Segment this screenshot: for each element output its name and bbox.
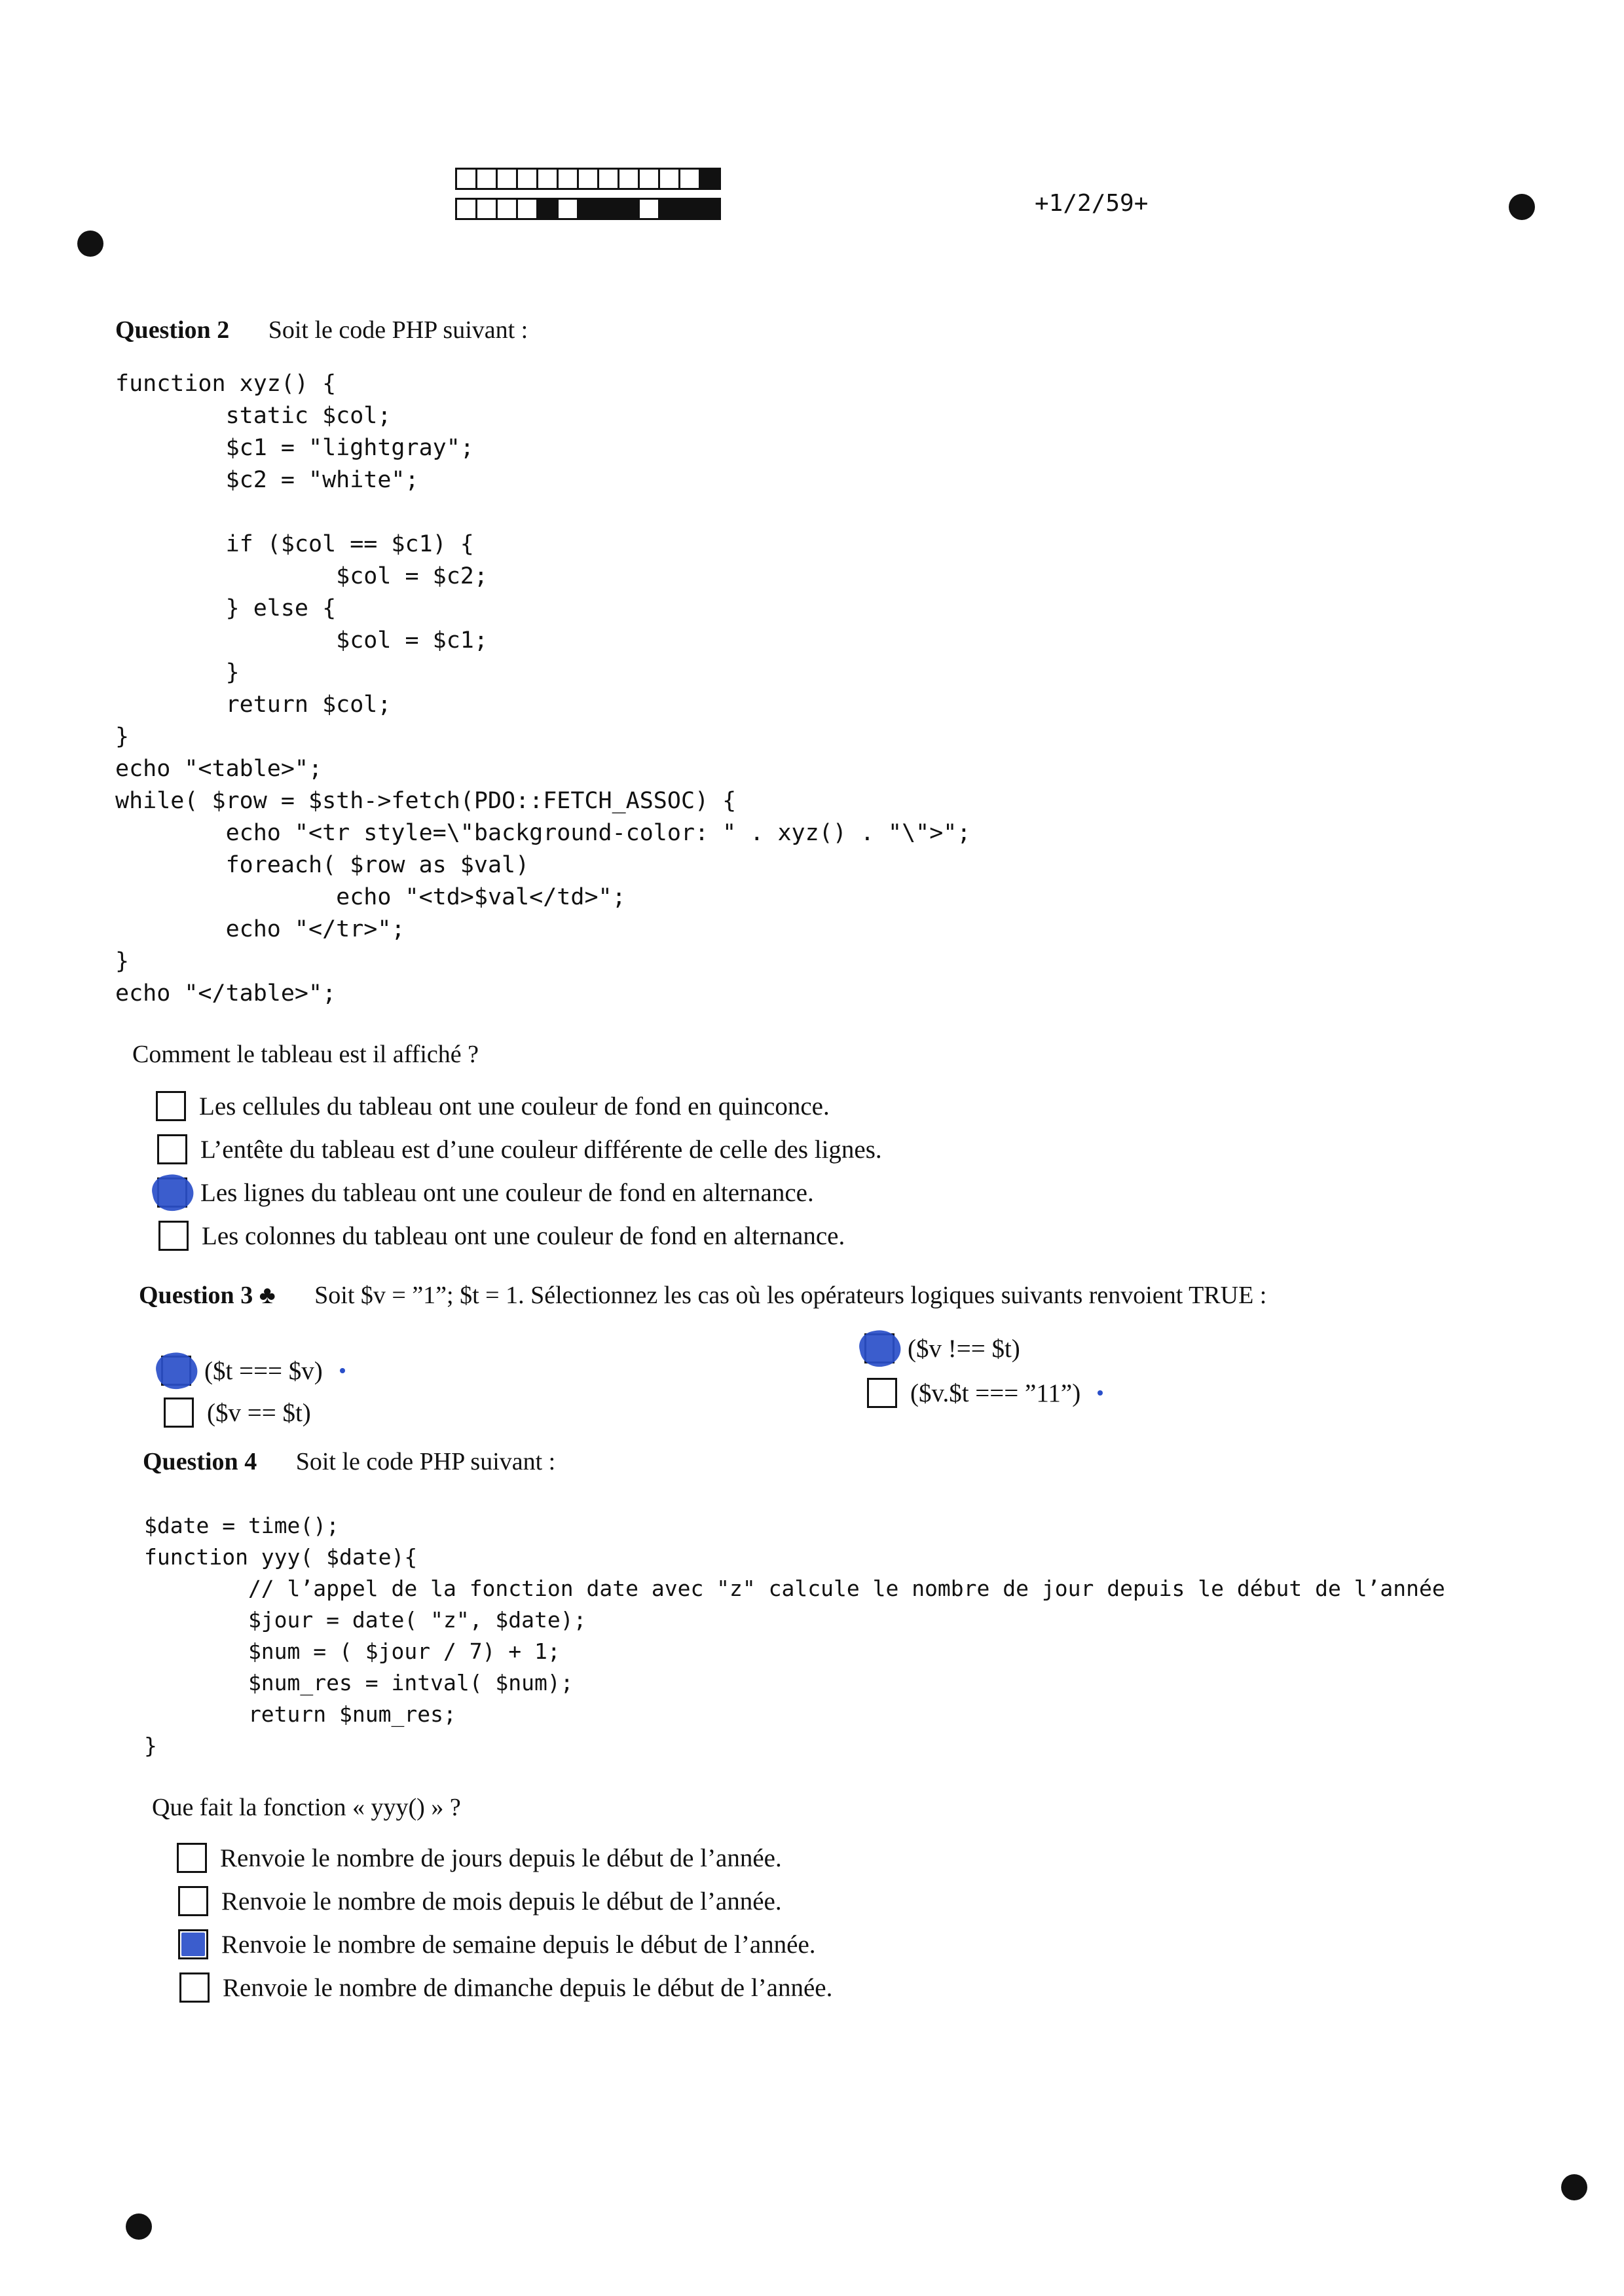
question-4-prompt: Que fait la fonction « yyy() » ? — [152, 1794, 461, 1821]
q2-option-4-checkbox[interactable] — [158, 1221, 189, 1251]
barcode-cell — [557, 198, 579, 220]
question-2-prompt: Comment le tableau est il affiché ? — [132, 1041, 479, 1068]
barcode-cell — [699, 168, 721, 190]
barcode-cell — [638, 198, 660, 220]
pen-mark — [340, 1368, 345, 1373]
q2-option-4-label: Les colonnes du tableau ont une couleur de fond en alternance. — [202, 1221, 845, 1250]
question-3-heading — [139, 1281, 1266, 1310]
q3-option-2[interactable] — [164, 1398, 311, 1428]
q2-option-1-label: Les cellules du tableau ont une couleur de fond en quinconce. — [199, 1092, 830, 1120]
question-2-code: function xyz() { static $col; $c1 = "lightgray"; $c2 = "white"; if ($col == $c1) { $col = $c2; } else { $col = $c1; } return $col; } echo "<table>"; while( $row = $sth->fetch(PDO::FETCH_ASSOC) { echo "<tr style=\"background-color: " . xyz() . "\">"; foreach( $row as $val) echo "<td>$val</td>"; echo "</tr>"; } echo "</table>"; — [115, 371, 971, 1007]
barcode-cell — [455, 168, 477, 190]
barcode-row-2 — [455, 198, 719, 220]
barcode-cell — [516, 168, 538, 190]
q4-option-4[interactable] — [179, 1972, 832, 2003]
q4-option-1[interactable] — [177, 1843, 782, 1873]
q3-option-3-label: ($v !== $t) — [908, 1334, 1020, 1363]
question-2-label: Question 2 — [115, 316, 230, 344]
barcode-cell — [516, 198, 538, 220]
barcode-cell — [536, 198, 559, 220]
pen-mark — [1098, 1390, 1103, 1396]
q4-option-4-label: Renvoie le nombre de dimanche depuis le début de l’année. — [223, 1973, 833, 2002]
q3-option-4-label: ($v.$t === ”11”) — [910, 1379, 1081, 1407]
question-4-code: $date = time(); function yyy( $date){ // l’appel de la fonction date avec "z" calcule le nombre de jour depuis le début de l’année $jour = date( "z", $date); $num = ( $jour / 7) + 1; $num_res = intval( $num); return $num_res; } — [144, 1513, 1445, 1758]
barcode-cell — [699, 198, 721, 220]
q4-option-1-checkbox[interactable] — [177, 1843, 207, 1873]
q3-option-4-checkbox[interactable] — [867, 1378, 897, 1408]
question-4-heading — [143, 1447, 555, 1476]
q4-option-2-label: Renvoie le nombre de mois depuis le début de l’année. — [221, 1887, 782, 1916]
barcode-row-1 — [455, 168, 719, 190]
barcode-cell — [455, 198, 477, 220]
barcode-cell — [638, 168, 660, 190]
page-id: +1/2/59+ — [1035, 190, 1149, 217]
barcode-cell — [536, 168, 559, 190]
barcode-cell — [475, 168, 498, 190]
question-4-label: Question 4 — [143, 1448, 257, 1475]
q2-option-1-checkbox[interactable] — [156, 1091, 186, 1121]
q3-option-2-checkbox[interactable] — [164, 1398, 194, 1428]
barcode-cell — [618, 198, 640, 220]
q2-option-3[interactable] — [157, 1177, 814, 1208]
question-3-intro: Soit $v = ”1”; $t = 1. Sélectionnez les cas où les opérateurs logiques suivants renvoient TRUE : — [314, 1282, 1267, 1309]
barcode-cell — [618, 168, 640, 190]
q2-option-1[interactable] — [156, 1091, 830, 1121]
q4-option-3[interactable] — [178, 1929, 816, 1959]
barcode-cell — [678, 198, 701, 220]
barcode-cell — [577, 198, 599, 220]
barcode-cell — [678, 168, 701, 190]
q4-option-1-label: Renvoie le nombre de jours depuis le début de l’année. — [220, 1843, 782, 1872]
barcode-cell — [496, 168, 518, 190]
question-2-heading — [115, 316, 528, 344]
q4-option-4-checkbox[interactable] — [179, 1972, 210, 2003]
q4-option-2-checkbox[interactable] — [178, 1886, 208, 1916]
question-3-label: Question 3 ♣ — [139, 1282, 276, 1309]
q2-option-3-label: Les lignes du tableau ont une couleur de fond en alternance. — [200, 1178, 814, 1207]
barcode-cell — [658, 168, 680, 190]
q2-option-2-checkbox[interactable] — [157, 1134, 187, 1164]
q4-option-3-label: Renvoie le nombre de semaine depuis le début de l’année. — [221, 1930, 816, 1959]
q4-option-3-checkbox[interactable] — [178, 1929, 208, 1959]
registration-dot-top-right — [1509, 194, 1535, 220]
barcode-cell — [475, 198, 498, 220]
q2-option-3-checkbox[interactable] — [157, 1177, 187, 1208]
barcode-cell — [597, 168, 619, 190]
registration-dot-bottom-left — [126, 2213, 152, 2240]
question-4-intro: Soit le code PHP suivant : — [295, 1448, 556, 1475]
barcode-cell — [597, 198, 619, 220]
q3-option-3[interactable] — [864, 1333, 1020, 1363]
q3-option-2-label: ($v == $t) — [207, 1398, 311, 1427]
q3-option-3-checkbox[interactable] — [864, 1333, 895, 1363]
barcode-cell — [658, 198, 680, 220]
q3-option-4[interactable] — [867, 1378, 1103, 1408]
barcode-cell — [557, 168, 579, 190]
barcode-cell — [496, 198, 518, 220]
q2-option-2[interactable] — [157, 1134, 882, 1164]
q2-option-2-label: L’entête du tableau est d’une couleur différente de celle des lignes. — [200, 1135, 882, 1164]
barcode-cell — [577, 168, 599, 190]
q3-option-1-label: ($t === $v) — [204, 1356, 323, 1385]
q4-option-2[interactable] — [178, 1886, 782, 1916]
q3-option-1[interactable] — [161, 1356, 345, 1386]
question-2-intro: Soit le code PHP suivant : — [268, 316, 528, 344]
q3-option-1-checkbox[interactable] — [161, 1356, 191, 1386]
q2-option-4[interactable] — [158, 1221, 845, 1251]
registration-dot-top-left — [77, 231, 103, 257]
registration-dot-bottom-right — [1561, 2174, 1587, 2200]
